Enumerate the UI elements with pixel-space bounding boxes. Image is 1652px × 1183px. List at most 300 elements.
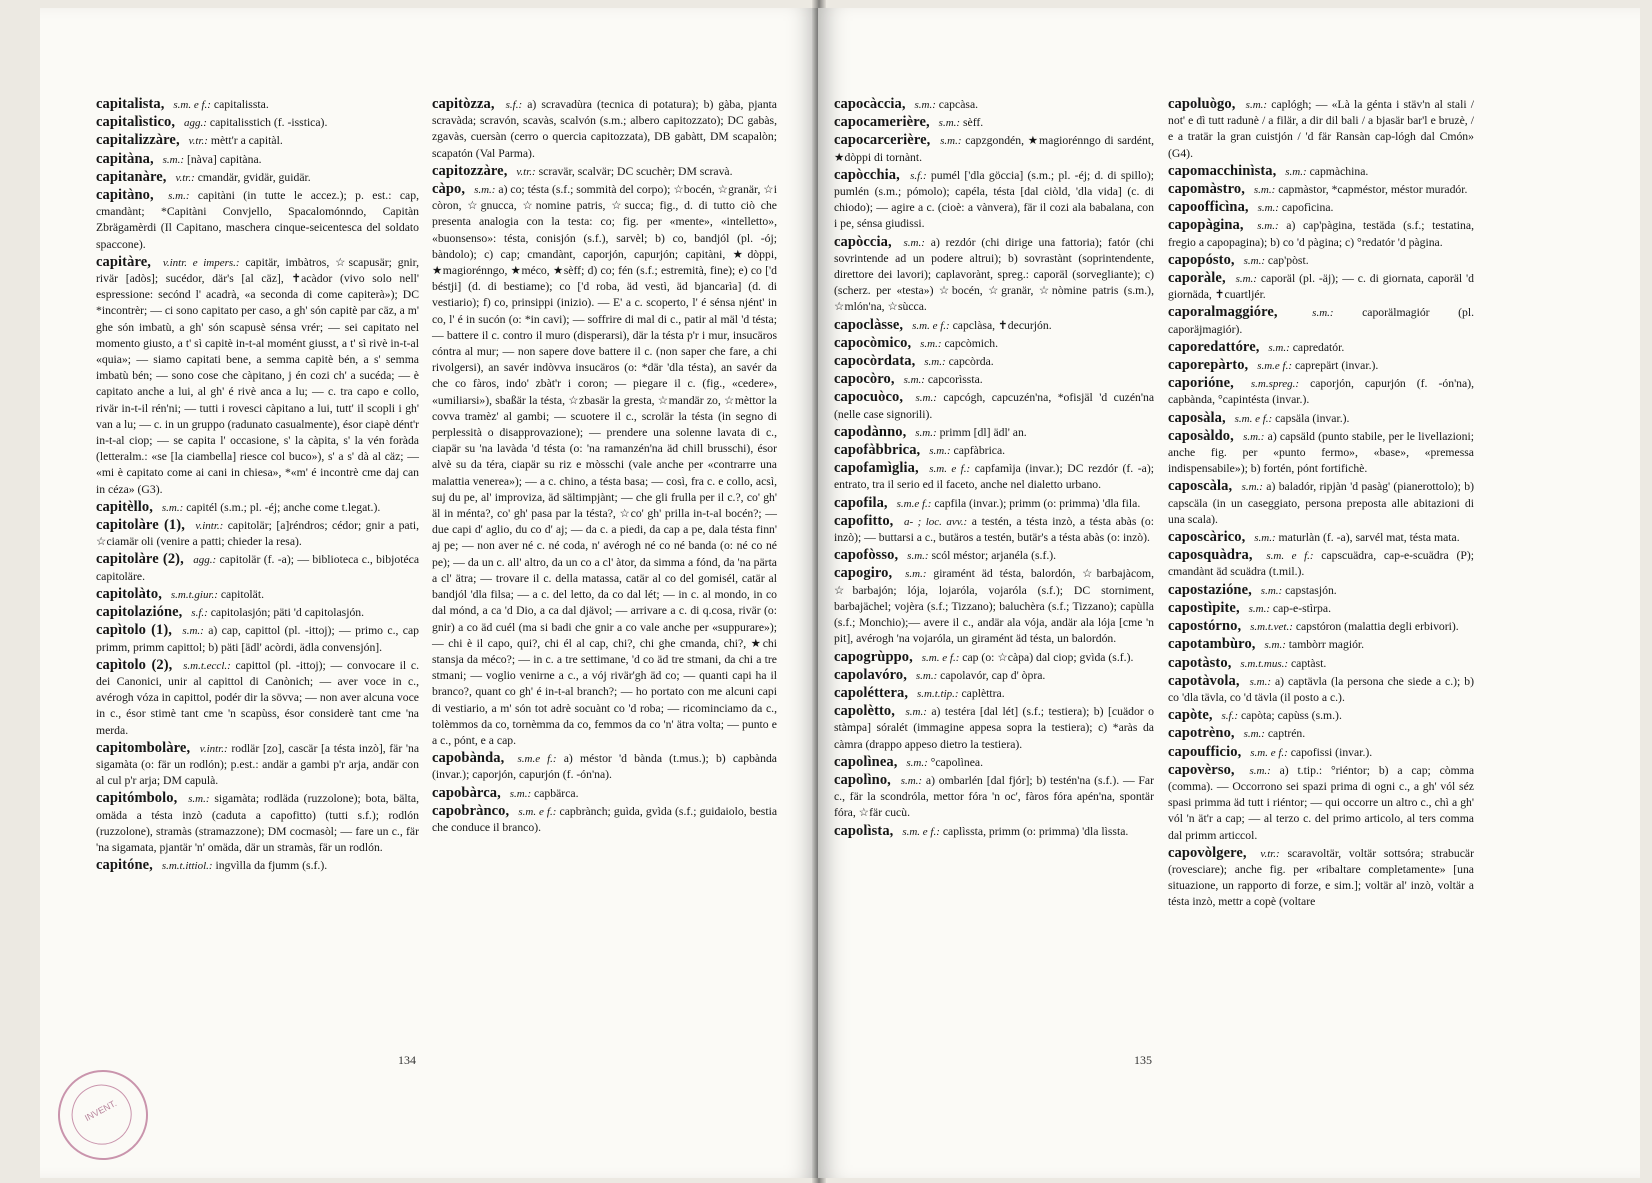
dictionary-entry — [432, 181, 777, 749]
grammar-label: s.m.: — [168, 190, 190, 203]
grammar-label: s.m.: — [1257, 202, 1279, 215]
headword: capòte, — [1168, 707, 1213, 724]
grammar-label: v.intr.: — [195, 520, 224, 533]
definition-text: giramént äd tésta, balordón, ☆barbajàcom, ☆barbajón; lója, lojaróla, vojaróla (s.f.); DC storniment, barbajächel; vojèra (s.f.; Tizzano); baluchèra (s.f.; Tizzano); capùlla (s.f.; Monchio);— avere il c., andär ala vója, andär ala lója [cme 'n pit], avérogh 'na vojaróla, un giramént äd tésta, un balordón. — [834, 567, 1154, 646]
definition-text: a) t.tip.: °riéntor; b) a cap; còmma (comma). — Occorrono sei spazi prima di ogni c., a gh' vól séz spasi primma äd tutt i riéntor; — qui occorre un altro c., chì a gh' vól 'n ät'r a cap; — al terzo c. del primo articolo, al ters comma dal primm articcol. — [1168, 763, 1475, 842]
definition-text: primm [dl] ädl' an. — [939, 425, 1027, 439]
dictionary-entry — [834, 424, 1154, 441]
headword: caporióne, — [1168, 375, 1234, 392]
definition-text: a) capsäld (punto stabile, per le livellazioni; anche fig. per «punto fermo», «base», «premessa indispensabile»); b) fortén, pónt fortifichè. — [1168, 429, 1474, 476]
dictionary-entry — [432, 785, 777, 802]
definition-text: capstasjón. — [1285, 583, 1337, 597]
definition-text: capzgondén, ★magiorénngo di sardént, ★dòppi di tornànt. — [834, 134, 1154, 164]
definition-text: caplèttra. — [961, 686, 1005, 700]
definition-text: capitalissta. — [213, 98, 269, 111]
stamp-text: INVENT. — [83, 1098, 119, 1124]
grammar-label: s.m.: — [162, 153, 185, 166]
definition-text: cap-e-stìrpa. — [1272, 601, 1331, 615]
dictionary-column-4 — [1168, 96, 1474, 912]
grammar-label: s.m. e f.: — [1250, 746, 1288, 759]
definition-text: capitolär; [a]réndros; cédor; gnir a pati, ☆ciamär oli (venire a patti; chieder la resa). — [96, 519, 420, 549]
headword: capocarcerière, — [834, 132, 931, 149]
definition-text: a) cap, capittol (pl. -ittoj); — primo c., cap primm, primm capittol; b) päti [ädl' acòrdi, ädla convensjón]. — [96, 624, 420, 654]
dictionary-entry — [96, 96, 419, 113]
headword: capobàrca, — [432, 784, 501, 801]
headword: capolìsta, — [834, 822, 894, 839]
dictionary-entry — [1168, 529, 1474, 546]
definition-text: °capolìnea. — [930, 755, 984, 769]
dictionary-entry — [1168, 707, 1474, 724]
grammar-label: s.m. e f.: — [912, 319, 950, 332]
headword: caporàle, — [1168, 270, 1226, 287]
grammar-label: s.f.: — [910, 169, 927, 182]
headword: capocamerière, — [834, 114, 930, 131]
grammar-label: s.m.: — [915, 669, 938, 682]
definition-text: cap'pòst. — [1267, 253, 1309, 267]
definition-text: a) rezdór (chi dirige una fattoria); fatór (chi sovrintende ad un podere altrui); b) sovrastànt (soprintendente, direttore dei lavori); caplavorànt, spreg.: caporäl (sorvegliante); c) (scherz. per «testa») ☆bocén, ☆granär, ☆nòmine patris (s.m.), ☆mlón'na, ☆sùcca. — [834, 235, 1154, 314]
grammar-label: s.m.: — [1248, 602, 1270, 615]
definition-text: a) co; tésta (s.f.; sommità del corpo); ☆bocén, ☆granär, ☆i còron, ☆gnucca, ☆nomine patris, ☆succa; fig., d. di tutto ciò che presenta analogia con la testa: co; fig. per «mente», «intelletto», «buonsenso»: tésta, conisjón (s.f.), sarvèl; b) co, bandjól (pl. -ój; bàndolo); c) cap; cmandànt, caporjón, capurjón; capitàni, ★dòppi, ★magiorénngo, ★méco, ★sèff; d) co; fén (s.f.; estremità, fine); e) co ['d béstji] (d. di bestiame); co ['d roba, äd vestì, äd bjancarìa] (d. di vestiario); f) co, prinsippi (inizio). — E' a c. scoperto, l' é sénsa njént' in co, l' é in sucón (o: *in cavi); — soffrire di mal di c., patir al mäl 'd tésta; — battere il c. contro il muro (disperarsi), där la tésta p'r i mur, insucäros cóntra al mur; — non sapere dove battere il c. (non saper che fare, a chi rivolgersi), an savér indòvva insucäros (o: *där 'dla tésta), an savér da che co fàros, indo' zbàt'r i coron; — piegare il c. (fig., «cedere», «umiliarsi»), sbaßär la tésta, ☆zbasär la gresta, ☆mandär zo, ☆mèttor la covva tramèz' al gambi; — scuotere il c., scrolär la tésta (in segno di perplessità o disapprovazione); — prendere una solenne lavata di c., ciapär su 'na lavàda 'd tésta (o: 'na ramanzén'na äd chill brusschi), ésor alvè su da téra, ciapär su riz e mòsschi (vale anche per «contrarre una malattia venerea»); — a c. chino, a tésta basa; — così, fra c. e collo, acsì, suj du pe, al' improviza, äd sältimpjànt; — che gli frulla per il c.?, co' gh' äl in ménta?, co' gh' pasa par la tésta?, ☆co' gh' prilla in-t-al bocén?; — due capi d' aglio, du co d' aj; — da c. a piedi, da cap a pe, dala tésta finn' aj pe; — non aver né c. né coda, n' avérogh né co né banda (o: né co né pe); — da un c. all' altro, da un co a cl' àtor, da simma a fónd, da 'na pärta a cl' ätra; — trovare il c. della matassa, catär al co del gomisél, catär al bandjól 'dla filsa; — a c. del letto, da co dal lét; — in c. al mondo, in co dal mónd, a ca 'd Dio, a ca dal djävol; — arrivare a c. di q.cosa, rivär (o: gnir) a co äd cuél (ma si badi che gnir a co vale anche per «suppurare»); — chi è il capo, qui?, chi él al cap, chi?, chi ghe cmanda, chi?, ★chi stansja da méco?; — in c. a tre settimane, 'd co äd tre stmani, da chi a tre stmani; — voglio venirne a c., a vój rivär'gh äd co; — quanti capi ha il branco?, quant co gh' é in-t-al branch?; — ho portato con me alcuni capi di vestiario, a m' són tot adrè socuànt co 'd roba; — ricominciamo da c., tolèmmos da co, tornèmma da co, femmos da co 'n' ätra volta; — punto e a c., pónt, e a cap. — [432, 183, 778, 747]
grammar-label: s.m.e f.: — [896, 497, 932, 510]
dictionary-entry — [1168, 199, 1474, 216]
definition-text: capcógh, capcuzén'na, *ofisjäl 'd cuzén'na (nelle case signorili). — [834, 391, 1155, 421]
dictionary-entry — [1168, 252, 1474, 269]
dictionary-entry — [96, 254, 419, 498]
grammar-label: v.tr.: — [1260, 847, 1280, 860]
headword: capogrùppo, — [834, 648, 913, 665]
headword: capitalìstico, — [96, 114, 176, 131]
dictionary-entry — [96, 857, 419, 874]
definition-text: scól méstor; arjanéla (s.f.). — [931, 549, 1057, 563]
dictionary-entry — [96, 517, 419, 550]
headword: capotambùro, — [1168, 636, 1256, 653]
grammar-label: s.m.: — [915, 426, 937, 439]
definition-text: capscuädra, cap-e-scuädra (P); cmandànt äd scuädra (t.mil.). — [1168, 549, 1474, 579]
headword: capitèllo, — [96, 498, 153, 515]
headword: capotàsto, — [1168, 654, 1232, 671]
headword: capoufficio, — [1168, 743, 1242, 760]
headword: capobànda, — [432, 750, 505, 767]
dictionary-entry — [1168, 375, 1474, 408]
definition-text: capmàstor, *capméstor, méstor muradór. — [1278, 183, 1468, 197]
definition-text: capcorìssta. — [927, 373, 983, 387]
dictionary-entry — [834, 495, 1154, 512]
dictionary-entry — [834, 114, 1154, 131]
dictionary-entry — [1168, 217, 1474, 250]
grammar-label: s.m.t.vet.: — [1250, 621, 1293, 634]
dictionary-entry — [1168, 163, 1474, 180]
grammar-label: s.m.: — [905, 568, 927, 581]
headword: capofòsso, — [834, 547, 899, 564]
grammar-label: s.m.t.tip.: — [917, 687, 959, 700]
definition-text: capredatór. — [1292, 340, 1345, 354]
grammar-label: s.m.: — [938, 117, 961, 130]
headword: capostìpite, — [1168, 599, 1240, 616]
dictionary-entry — [1168, 636, 1474, 653]
headword: capitozzàre, — [432, 162, 508, 179]
headword: capòccia, — [834, 233, 892, 250]
grammar-label: s.m.: — [1268, 341, 1290, 354]
grammar-label: s.m.t.ittiol.: — [161, 860, 213, 873]
dictionary-entry — [1168, 655, 1474, 672]
headword: capoluògo, — [1168, 96, 1236, 112]
definition-text: capitàni (in tutte le accez.); p. est.: cap, cmandànt; *Capitàni Convjello, Spacalomónndo, Capitàn Zbrägamèrdi (Il Capitano, maschera cinque-seicentesca del soldato spaccone). — [96, 189, 419, 251]
grammar-label: s.m.: — [1245, 99, 1268, 111]
definition-text: a) testéra [dal lét] (s.f.; testiera); b) [cuädor o stàmpa] sóralét (immagine appesa sopra la testiera); c) *aràs da càmra (drappo appeso dietro la testiera). — [834, 705, 1155, 751]
grammar-label: s.m.: — [914, 99, 936, 111]
headword: capofamìglia, — [834, 460, 919, 477]
dictionary-entry — [96, 551, 419, 584]
grammar-label: s.m.e f.: — [517, 753, 557, 766]
dictionary-entry — [834, 513, 1154, 546]
grammar-label: s.m.: — [900, 774, 923, 787]
headword: capolavóro, — [834, 666, 907, 683]
definition-text: capofissi (invar.). — [1290, 745, 1373, 759]
dictionary-entry — [1168, 744, 1474, 761]
definition-text: capclàsa, ✝decurjón. — [952, 318, 1052, 332]
definition-text: capcòrda. — [948, 355, 994, 369]
grammar-label: s.m.t.giur.: — [170, 588, 218, 601]
definition-text: captàst. — [1290, 656, 1327, 670]
headword: capitòzza, — [432, 96, 495, 112]
definition-text: a) méstor 'd bànda (t.mus.); b) capbànda (invar.); caporjón, capurjón (f. -ón'na). — [432, 752, 777, 782]
headword: capitolàre (2), — [96, 551, 184, 568]
headword: capodànno, — [834, 423, 907, 440]
definition-text: mètt'r a capitàl. — [210, 134, 283, 148]
dictionary-column-2 — [432, 96, 777, 837]
dictionary-entry — [96, 499, 419, 516]
grammar-label: s.m.: — [1243, 430, 1265, 443]
headword: capoléttera, — [834, 684, 909, 701]
headword: caposcàrico, — [1168, 529, 1246, 546]
dictionary-entry — [1168, 618, 1474, 635]
dictionary-column-1 — [96, 96, 419, 875]
headword: càpo, — [432, 181, 466, 198]
definition-text: captrén. — [1267, 727, 1306, 741]
dictionary-entry — [1168, 725, 1474, 742]
grammar-label: s.m.: — [903, 374, 925, 387]
headword: capoclàsse, — [834, 316, 904, 333]
headword: capìtolo (1), — [96, 622, 173, 639]
definition-text: maturlàn (f. -a), sarvél mat, tésta mata. — [1278, 531, 1460, 545]
definition-text: a) cap'pàgina, testäda (s.f.; testatina, fregio a capopagina); b) co 'd pàgina; c) °redatór 'd pàgina. — [1168, 219, 1474, 249]
definition-text: capcòmich. — [944, 336, 998, 350]
definition-text: capitél (s.m.; pl. -éj; anche come t.legat.). — [186, 500, 381, 514]
dictionary-entry — [834, 132, 1154, 165]
headword: capoofficìna, — [1168, 199, 1249, 216]
dictionary-entry — [834, 823, 1154, 840]
definition-text: capfàbrica. — [953, 444, 1006, 458]
dictionary-entry — [96, 114, 419, 131]
definition-text: capitalisstich (f. -isstica). — [209, 116, 328, 130]
grammar-label: s.m.spreg.: — [1250, 378, 1300, 391]
grammar-label: s.m. e f.: — [173, 99, 211, 111]
grammar-label: s.m.: — [903, 236, 925, 249]
grammar-label: s.m.: — [1249, 675, 1271, 688]
dictionary-entry — [1168, 304, 1474, 337]
definition-text: capòta; capùss (s.m.). — [1240, 709, 1342, 723]
dictionary-entry — [834, 353, 1154, 370]
grammar-label: s.m. e f.: — [929, 463, 971, 476]
definition-text: a) captävla (la persona che siede a c.); b) co 'dla tävla, co 'd tävla (il posto a c.). — [1168, 674, 1475, 704]
definition-text: tambòrr magiór. — [1288, 638, 1365, 652]
definition-text: pumél ['dla göccia] (s.m.; pl. -éj; d. di spillo); pumlén (s.m.; pómolo); capéla, tésta [dal ciòld, 'dla vida] (c. di chiodo); — agire a c. (cioè: a vànvera), fär il cozi ala babalana, con i pe, sénsa giudissi. — [834, 168, 1155, 231]
grammar-label: s.m. e f.: — [518, 805, 557, 818]
grammar-label: s.m.: — [1241, 481, 1263, 494]
dictionary-entry — [834, 685, 1154, 702]
headword: caporedattóre, — [1168, 338, 1260, 355]
headword: capitanàre, — [96, 168, 167, 185]
grammar-label: s.m.: — [182, 625, 204, 638]
grammar-label: s.m. e f.: — [1234, 412, 1273, 425]
headword: capitolazióne, — [96, 604, 183, 621]
grammar-label: s.m.: — [929, 445, 951, 458]
headword: caporepàrto, — [1168, 357, 1249, 374]
definition-text: a) ombarlén [dal fjór]; b) testén'na (s.f.). — Far c., fär la scondróla, mettor fóra 'n oc', fàros fóra apén'na, spontär fóra, ☆fär cucù. — [834, 773, 1155, 820]
grammar-label: s.f.: — [1221, 710, 1239, 723]
dictionary-entry — [834, 667, 1154, 684]
definition-text: capmàchina. — [1309, 164, 1369, 178]
headword: capotàvola, — [1168, 672, 1240, 689]
definition-text: ingvìlla da fjumm (s.f.). — [215, 859, 328, 873]
dictionary-entry — [96, 151, 419, 168]
grammar-label: agg.: — [184, 117, 207, 130]
definition-text: caporäl (pl. -äj); — c. di giornata, caporäl 'd giornäda, ✝cuartljér. — [1168, 272, 1475, 302]
grammar-label: s.m. e f.: — [1266, 550, 1314, 563]
grammar-label: s.m.e f.: — [1257, 360, 1293, 373]
dictionary-entry — [834, 442, 1154, 459]
headword: capocàccia, — [834, 96, 906, 112]
dictionary-entry — [834, 234, 1154, 316]
dictionary-entry — [1168, 410, 1474, 427]
grammar-label: s.m.: — [1312, 307, 1334, 320]
headword: capofàbbrica, — [834, 442, 921, 459]
dictionary-entry — [432, 163, 777, 180]
headword: capòcchia, — [834, 166, 900, 183]
dictionary-entry — [1168, 478, 1474, 528]
dictionary-entry — [834, 167, 1154, 233]
dictionary-entry — [834, 649, 1154, 666]
definition-text: capittol (pl. -ittoj); — convocare il c. dei Canonici, unir al capittol di Canònich; — aver voce in c., avérogh vóza in capittol, podér dir la sövva; — non aver alcuna voce in c., ésor stimè tant cme 'n scapùss, ésor considerè tant cme 'na merda. — [96, 658, 420, 737]
grammar-label: s.m.: — [1264, 639, 1286, 652]
headword: capitolàto, — [96, 585, 162, 602]
grammar-label: s.m. e f.: — [902, 825, 940, 838]
dictionary-entry — [1168, 357, 1474, 374]
dictionary-entry — [96, 790, 419, 856]
headword: capobrànco, — [432, 802, 510, 819]
dictionary-entry — [1168, 762, 1474, 844]
definition-text: capitolär (f. -a); — biblioteca c., bibjotéca capitoläre. — [96, 553, 420, 583]
definition-text: [nàva] capitàna. — [186, 152, 262, 166]
left-page — [40, 8, 818, 1178]
grammar-label: agg.: — [193, 554, 217, 567]
dictionary-entry — [96, 740, 419, 790]
headword: capocòro, — [834, 371, 895, 388]
headword: capomàstro, — [1168, 181, 1245, 198]
definition-text: scravär, scalvär; DC scuchèr; DM scravà. — [538, 164, 733, 178]
definition-text: capitär, imbàtros, ☆scapusär; gnir, rivär [adòs]; sucédor, där's [al cäz], ✝acàdor (vivo solo nell' espressione: secónd l' acadrà, «a seconda di come capiterà»); DC *incontrèr; — ci sono capitato per caso, a gh' són capitè par cäz, a m' ghe són imbatù, a gh' són scapusè sénsa vrér; — sei capitato nel momento giusto, a t' sì capitè in-t-al momént giusst, a t' sì rivè in-t-al «quia»; — siamo capitati bene, a semma capitè bén, a s' semma imbatù bén; — sono cose che càpitano, j én cozi ch' a sucéda; — è capitato anche a lui, al gh' é rivè anca a lu; — c. tra capo e collo, rivär in-t-il rén'ni; — tutti i rovesci càpitano a lui, tutt' il scopli i gh' van a lu; — c. in un gruppo (radunato casualmente), ésor ciapè dént'r in-t-al ciop; — se capita l' occasione, s' la càpita, s' la vén foràda (letteralm.: «se [la ciambella] riesce col buco»), s' a s' dà al cäz; — «mi è capitato come ai cani in chiesa», *«m' é incontrè cme daj can in céza» (G3). — [96, 255, 420, 496]
headword: caposcàla, — [1168, 478, 1233, 495]
dictionary-entry — [432, 803, 777, 836]
headword: capotrèno, — [1168, 725, 1235, 742]
dictionary-entry — [432, 750, 777, 783]
definition-text: capfila (invar.); primm (o: primma) 'dla fila. — [934, 496, 1141, 510]
headword: capostórno, — [1168, 618, 1242, 635]
definition-text: capfamìja (invar.); DC rezdór (f. -a); entrato, tra il serio ed il faceto, anche nel dialetto urbano. — [834, 462, 1155, 492]
definition-text: capcàsa. — [938, 98, 979, 111]
headword: caposàla, — [1168, 409, 1226, 426]
headword: capofitto, — [834, 512, 894, 529]
headword: capitóne, — [96, 857, 153, 874]
headword: capìtolo (2), — [96, 656, 173, 673]
dictionary-entry — [1168, 428, 1474, 478]
library-stamp — [42, 1054, 164, 1176]
headword: capostazióne, — [1168, 581, 1252, 598]
grammar-label: s.f.: — [505, 99, 523, 111]
definition-text: caporjón, capurjón (f. -ón'na), capbànda, °capintésta (invar.). — [1168, 377, 1475, 407]
definition-text: capbärca. — [534, 786, 579, 800]
definition-text: capstóron (malattia degli erbivori). — [1295, 620, 1459, 634]
grammar-label: s.m.: — [940, 135, 962, 148]
grammar-label: s.m.: — [1257, 220, 1279, 233]
dictionary-entry — [834, 371, 1154, 388]
grammar-label: v.tr.: — [188, 135, 208, 148]
dictionary-entry — [96, 187, 419, 253]
grammar-label: s.m.: — [1285, 165, 1307, 178]
grammar-label: v.tr.: — [175, 171, 195, 184]
dictionary-entry — [834, 389, 1154, 422]
dictionary-entry — [834, 772, 1154, 822]
headword: capocòrdata, — [834, 353, 916, 370]
dictionary-entry — [1168, 181, 1474, 198]
headword: caposàldo, — [1168, 427, 1234, 444]
dictionary-entry — [834, 460, 1154, 493]
grammar-label: s.m.: — [1235, 273, 1257, 286]
definition-text: capitolät. — [220, 587, 265, 601]
headword: capolìnea, — [834, 753, 898, 770]
definition-text: capolavór, cap d' òpra. — [940, 668, 1046, 682]
definition-text: sèff. — [962, 116, 984, 130]
definition-text: cmandär, gvidär, guidär. — [197, 170, 311, 184]
dictionary-entry — [834, 317, 1154, 334]
grammar-label: s.m.: — [1249, 764, 1271, 777]
grammar-label: s.m.: — [906, 756, 928, 769]
grammar-label: s.m.: — [1243, 728, 1265, 741]
headword: capitolàre (1), — [96, 517, 185, 534]
dictionary-entry — [834, 335, 1154, 352]
definition-text: capitolasjón; päti 'd capitolasjón. — [210, 606, 365, 620]
grammar-label: s.m.: — [920, 337, 942, 350]
headword: capofila, — [834, 494, 888, 511]
dictionary-entry — [834, 547, 1154, 564]
dictionary-entry — [96, 657, 419, 739]
grammar-label: s.m.t.eccl.: — [183, 659, 231, 672]
headword: capovòlgere, — [1168, 844, 1247, 861]
grammar-label: s.m.: — [509, 787, 532, 800]
grammar-label: v.tr.: — [516, 165, 536, 178]
dictionary-entry — [1168, 600, 1474, 617]
grammar-label: s.m.: — [1254, 532, 1276, 545]
page-number-right: 135 — [1134, 1053, 1152, 1067]
headword: capitómbolo, — [96, 790, 178, 807]
definition-text: caporälmagiór (pl. caporäjmagiór). — [1168, 306, 1474, 336]
dictionary-entry — [96, 586, 419, 603]
definition-text: caprepärt (invar.). — [1294, 359, 1379, 373]
grammar-label: s.m.: — [907, 550, 929, 563]
definition-text: cap (o: ☆càpa) dal ciop; gvìda (s.f.). — [962, 650, 1134, 664]
grammar-label: a- ; loc. avv.: — [904, 515, 968, 528]
page-number-left: 134 — [398, 1053, 416, 1067]
dictionary-entry — [432, 96, 777, 162]
grammar-label: s.m.: — [161, 501, 184, 514]
dictionary-entry — [1168, 845, 1474, 911]
dictionary-entry — [96, 622, 419, 655]
dictionary-column-3 — [834, 96, 1154, 841]
grammar-label: s.m.: — [474, 184, 496, 197]
headword: capocòmico, — [834, 334, 912, 351]
headword: capomacchinìsta, — [1168, 162, 1277, 179]
definition-text: scaravoltär, voltär sottsóra; strabucär (rovesciare); anche fig. per «ribaltare completamente» [una situazione, un rapporto di forze, e sim.]; voltär al' inzò, voltär a tésta inzò, mettr a copè (voltare — [1168, 846, 1475, 909]
headword: caporalmaggióre, — [1168, 304, 1278, 321]
headword: capitàre, — [96, 253, 151, 270]
grammar-label: s.f.: — [191, 607, 208, 620]
dictionary-entry — [1168, 270, 1474, 303]
headword: caposquàdra, — [1168, 547, 1253, 564]
grammar-label: s.m.: — [1243, 254, 1265, 267]
grammar-label: s.m.: — [915, 392, 937, 405]
headword: capolètto, — [834, 703, 895, 720]
grammar-label: s.m.: — [905, 706, 927, 719]
definition-text: a testén, a tésta inzò, a tésta abàs (o: inzò); — buttarsi a c., butäros a testén, butär's a tésta abàs (o: inzò). — [834, 514, 1155, 545]
grammar-label: s.m.: — [924, 356, 946, 369]
dictionary-entry — [1168, 673, 1474, 706]
definition-text: capofìcina. — [1281, 201, 1334, 215]
dictionary-entry — [834, 703, 1154, 753]
grammar-label: v.intr.: — [199, 742, 228, 755]
dictionary-entry — [834, 565, 1154, 647]
dictionary-entry — [1168, 339, 1474, 356]
headword: capogiro, — [834, 565, 893, 582]
headword: capocuòco, — [834, 389, 904, 406]
right-page — [818, 8, 1640, 1178]
definition-text: caplìssta, primm (o: primma) 'dla lìssta. — [942, 824, 1129, 838]
dictionary-entry — [1168, 96, 1474, 162]
definition-text: caplógh; — «Là la génta i stäv'n al stali / not' e dì tutt radunè / a filär, a dir dil bali / a bjasär bar'l e bruzè, / e a tratär la gran cuistjón / 'd fär Ransàn cap-lógh dal Cmón» (G4). — [1168, 98, 1475, 160]
definition-text: rodlär [zo], cascär [a tésta inzò], fär 'na sigamàta (o: fär un rodlón); p.est.: andär a gambi p'r arja, andär con al cul p'r arja; DM capulà. — [96, 741, 420, 788]
grammar-label: s.m. e f.: — [921, 651, 960, 664]
grammar-label: s.m.: — [1253, 184, 1276, 197]
dictionary-entry — [834, 96, 1154, 113]
grammar-label: s.m.: — [188, 793, 210, 806]
headword: capopósto, — [1168, 251, 1235, 268]
headword: capopàgina, — [1168, 217, 1244, 234]
grammar-label: v.intr. e impers.: — [162, 256, 240, 269]
definition-text: a) scravadùra (tecnica di potatura); b) gàba, pjanta scravàda; scravón, scavàs, scalvón (s.m.; albero capitozzato); DC gabàs, zgavàs, cuersàn (cerro o quercia capitozzata), DB gabàtt, DM scapalòn; scapatón (Val Parma). — [432, 98, 777, 160]
definition-text: capbrànch; guìda, gvìda (s.f.; guidaiolo, bestia che conduce il branco). — [432, 804, 778, 834]
headword: capovèrso, — [1168, 761, 1235, 778]
headword: capitalizzàre, — [96, 132, 180, 149]
definition-text: a) baladór, ripjàn 'd pasàg' (pianerottolo); b) capscäla (in un caseggiato, persona preposta alle abitazioni di una scala). — [1168, 480, 1474, 526]
dictionary-entry — [96, 604, 419, 621]
dictionary-entry — [834, 754, 1154, 771]
headword: capitalista, — [96, 96, 165, 112]
headword: capitàna, — [96, 150, 154, 167]
dictionary-entry — [96, 169, 419, 186]
headword: capolìno, — [834, 771, 891, 788]
definition-text: capsäla (invar.). — [1275, 411, 1350, 425]
headword: capitombolàre, — [96, 739, 191, 756]
grammar-label: s.m.t.mus.: — [1240, 657, 1289, 670]
